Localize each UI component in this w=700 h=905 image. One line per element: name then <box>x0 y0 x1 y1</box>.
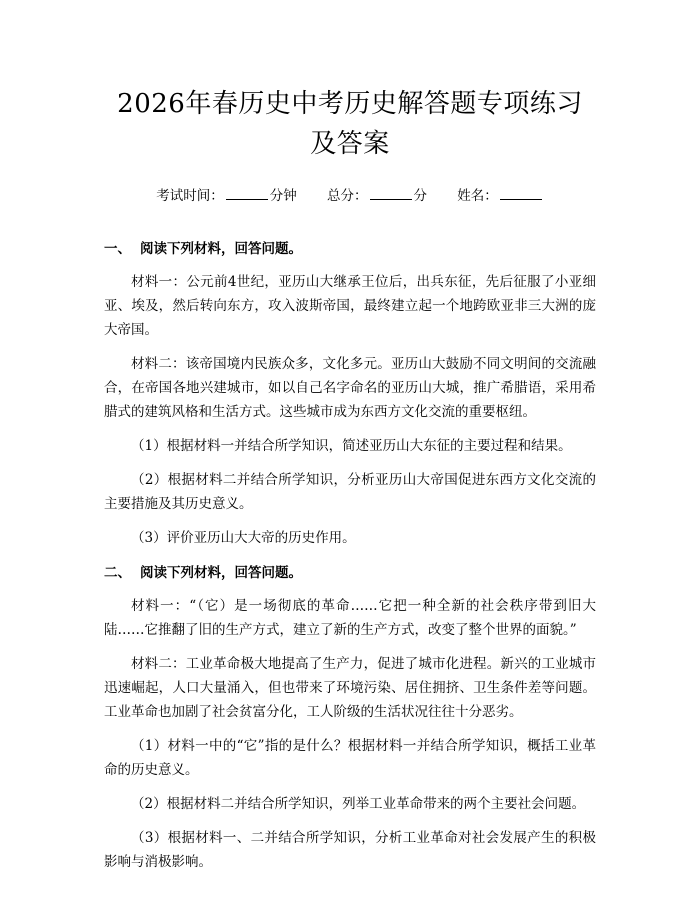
name-blank[interactable] <box>500 187 542 200</box>
section-heading <box>104 238 596 260</box>
exam-info <box>104 186 596 206</box>
exam-time-unit: 分钟 <box>269 188 297 204</box>
name-label: 姓名： <box>457 188 498 204</box>
name-field <box>457 186 544 206</box>
exam-time-label: 考试时间： <box>156 188 224 204</box>
question-section-2 <box>104 562 596 874</box>
total-score-unit: 分 <box>413 188 427 204</box>
material-one: 材料一：“（它）是一场彻底的革命……它把一种全新的社会秩序带到旧大陆……它推翻了旧的生产方式，建立了新的生产方式，改变了整个世界的面貌。” <box>104 598 596 638</box>
section-heading-text: 阅读下列材料，回答问题。 <box>140 241 302 257</box>
material-two: 材料二：该帝国境内民族众多，文化多元。亚历山大鼓励不同文明间的交流融合，在帝国各地兴建城市，如以自己名字命名的亚历山大城，推广希腊语，采用希腊式的建筑风格和生活方式。这些城市成为东西方文化交流的重要枢纽。 <box>104 356 596 420</box>
sub-question-2: （2）根据材料二并结合所学知识，分析亚历山大帝国促进东西方文化交流的主要措施及其历史意义。 <box>104 472 596 512</box>
section-number: 二、 <box>104 565 131 581</box>
section-heading-text: 阅读下列材料，回答问题。 <box>140 565 302 581</box>
document-title: 2026年春历史中考历史解答题专项练习及答案 <box>117 89 583 159</box>
total-score-field <box>327 186 427 206</box>
total-score-blank[interactable] <box>370 187 412 200</box>
question-section-1 <box>104 238 596 550</box>
sub-question-2: （2）根据材料二并结合所学知识，列举工业革命带来的两个主要社会问题。 <box>131 796 586 812</box>
total-score-label: 总分： <box>327 188 368 204</box>
material-one: 材料一：公元前4世纪，亚历山大继承王位后，出兵东征，先后征服了小亚细亚、埃及，然后转向东方，攻入波斯帝国，最终建立起一个地跨欧亚非三大洲的庞大帝国。 <box>104 274 596 338</box>
section-number: 一、 <box>104 241 131 257</box>
sub-question-1: （1）根据材料一并结合所学知识，简述亚历山大东征的主要过程和结果。 <box>131 438 572 454</box>
sub-question-1: （1）材料一中的“它”指的是什么？根据材料一并结合所学知识，概括工业革命的历史意义。 <box>104 738 596 778</box>
section-heading <box>104 562 596 584</box>
sub-question-3: （3）评价亚历山大大帝的历史作用。 <box>131 530 356 546</box>
material-two: 材料二：工业革命极大地提高了生产力，促进了城市化进程。新兴的工业城市迅速崛起，人口大量涌入，但也带来了环境污染、居住拥挤、卫生条件差等问题。工业革命也加剧了社会贫富分化，工人阶级的生活状况往往十分恶劣。 <box>104 656 596 720</box>
exam-time-field <box>156 186 297 206</box>
exam-time-blank[interactable] <box>226 187 268 200</box>
sub-question-3: （3）根据材料一、二并结合所学知识，分析工业革命对社会发展产生的积极影响与消极影响。 <box>104 830 596 870</box>
